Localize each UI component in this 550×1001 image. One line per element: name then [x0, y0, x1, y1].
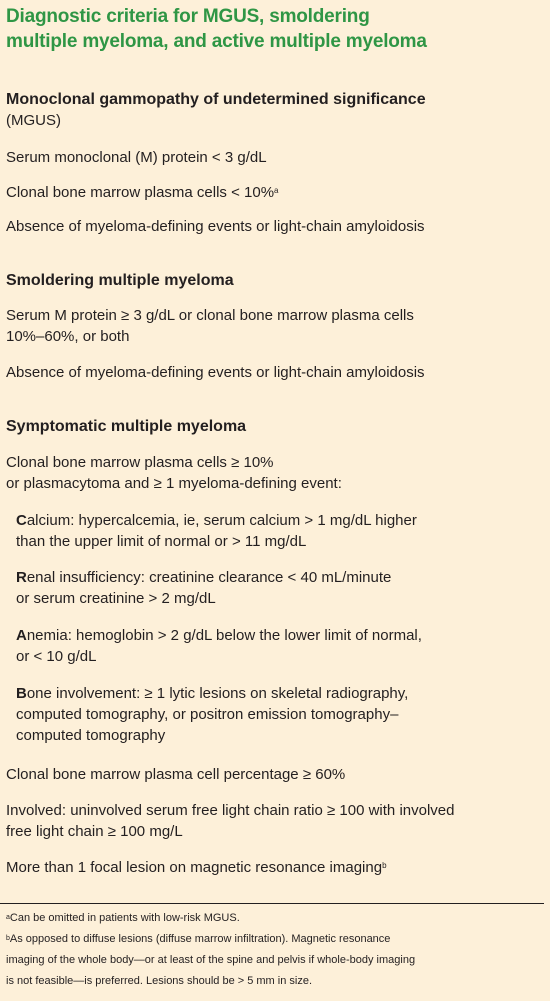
- symptomatic-intro-line-1: Clonal bone marrow plasma cells ≥ 10%: [6, 454, 274, 471]
- mgus-item-plasma-cells: Clonal bone marrow plasma cells < 10%$^a$: [6, 184, 279, 201]
- crab-bone-line-2: computed tomography, or positron emission tomography–: [16, 706, 399, 723]
- smm-item-protein-line-1: Serum M protein ≥ 3 g/dL or clonal bone marrow plasma cells: [6, 307, 414, 324]
- smm-item-protein-line-2: 10%–60%, or both: [6, 328, 130, 345]
- title-line-1: Diagnostic criteria for MGUS, smoldering: [6, 6, 370, 27]
- box-title: [6, 4, 546, 54]
- mgus-heading-abbr: (MGUS): [6, 112, 61, 129]
- crab-anemia-line-2: or < 10 g/dL: [16, 648, 97, 665]
- crab-calcium-line-1: Calcium: hypercalcemia, ie, serum calcium > 1 mg/dL higher: [16, 512, 417, 529]
- symptomatic-heading: Symptomatic multiple myeloma: [6, 418, 247, 435]
- mgus-item-protein: Serum monoclonal (M) protein < 3 g/dL: [6, 149, 267, 166]
- footnote-b-line-1: $^b$As opposed to diffuse lesions (diffuse marrow infiltration). Magnetic resonance: [6, 933, 391, 945]
- mgus-item-absence: Absence of myeloma-defining events or light-chain amyloidosis: [6, 218, 425, 235]
- crab-calcium-line-2: than the upper limit of normal or > 11 mg/dL: [16, 533, 307, 550]
- footnote-divider: [0, 903, 544, 904]
- symptomatic-plasma-pct: Clonal bone marrow plasma cell percentage ≥ 60%: [6, 766, 346, 783]
- footnote-ref-b: b: [382, 861, 387, 870]
- symptomatic-intro-line-2: or plasmacytoma and ≥ 1 myeloma-defining event:: [6, 475, 342, 492]
- footnote-a: $^a$Can be omitted in patients with low-risk MGUS.: [6, 912, 240, 924]
- smm-item-absence: Absence of myeloma-defining events or light-chain amyloidosis: [6, 364, 425, 381]
- mgus-heading: Monoclonal gammopathy of undetermined significance: [6, 91, 426, 108]
- crab-anemia-line-1: Anemia: hemoglobin > 2 g/dL below the lower limit of normal,: [16, 627, 422, 644]
- crab-bone-line-1: Bone involvement: ≥ 1 lytic lesions on skeletal radiography,: [16, 685, 409, 702]
- symptomatic-mri: More than 1 focal lesion on magnetic resonance imaging$^b$: [6, 859, 387, 876]
- crab-bone-line-3: computed tomography: [16, 727, 166, 744]
- footnote-b-line-3: is not feasible—is preferred. Lesions should be > 5 mm in size.: [6, 975, 313, 987]
- symptomatic-flc-line-1: Involved: uninvolved serum free light chain ratio ≥ 100 with involved: [6, 802, 455, 819]
- footnote-b-line-2: imaging of the whole body—or at least of the spine and pelvis if whole-body imaging: [6, 954, 416, 966]
- title-line-2: multiple myeloma, and active multiple myeloma: [6, 31, 427, 52]
- footnote-ref-a: a: [274, 186, 279, 195]
- crab-renal-line-2: or serum creatinine > 2 mg/dL: [16, 590, 216, 607]
- smm-heading: Smoldering multiple myeloma: [6, 272, 234, 289]
- symptomatic-flc-line-2: free light chain ≥ 100 mg/L: [6, 823, 183, 840]
- crab-renal-line-1: Renal insufficiency: creatinine clearance < 40 mL/minute: [16, 569, 392, 586]
